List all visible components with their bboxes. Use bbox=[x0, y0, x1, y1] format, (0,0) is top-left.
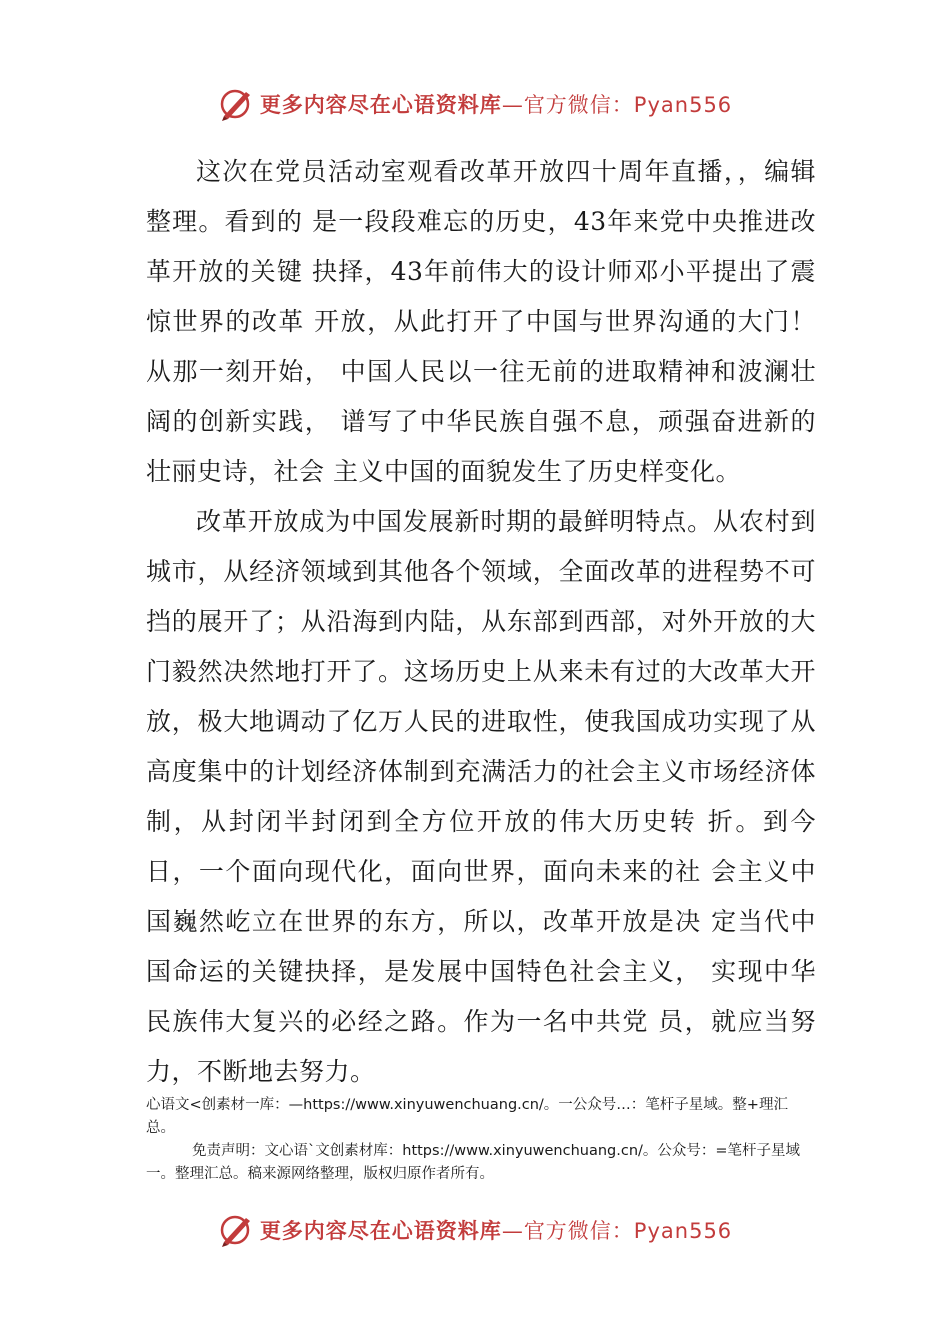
source-note: 心语文<创素材一库：—https://www.xinyuwenchuang.cn/。一公众号…：笔杆子星域。整+理汇总。 bbox=[146, 1097, 788, 1136]
pen-logo-icon bbox=[218, 86, 254, 122]
header-banner-text: 更多内容尽在心语资料库—官方微信：Pyan556 bbox=[259, 93, 733, 117]
pen-logo-icon bbox=[218, 1212, 254, 1248]
article-body bbox=[146, 147, 816, 1097]
footer-banner-text: 更多内容尽在心语资料库—官方微信：Pyan556 bbox=[259, 1219, 733, 1243]
header-banner bbox=[0, 84, 950, 124]
disclaimer-note: 免责声明：文心语`文创素材库：https://www.xinyuwenchuang.cn/。公众号：=笔杆子星域一。整理汇总。稿来源网络整理，版权归原作者所有。 bbox=[146, 1143, 801, 1182]
paragraph-2: 改革开放成为中国发展新时期的最鲜明特点。从农村到城市，从经济领域到其他各个领域，全面改革的进程势不可挡的展开了；从沿海到内陆，从东部到西部，对外开放的大门毅然决然地打开了。这场历史上从来未有过的大改革大开放，极大地调动了亿万人民的进取性，使我国成功实现了从高度集中的计划经济体制到充满活力的社会主义市场经济体制，从封闭半封闭到全方位开放的伟大历史转 折。到今日，一个面向现代化，面向世界，面向未来的社 会主义中国巍然屹立在世界的东方，所以，改革开放是决 定当代中国命运的关键抉择，是发展中国特色社会主义， 实现中华民族伟大复兴的必经之路。作为一名中共党 员，就应当努力，不断地去努力。 bbox=[146, 507, 816, 1086]
footer-banner bbox=[0, 1210, 950, 1250]
source-notes bbox=[146, 1094, 811, 1186]
paragraph-1: 这次在党员活动室观看改革开放四十周年直播，，编辑整理。看到的 是一段段难忘的历史，43年来党中央推进改革开放的关键 抉择，43年前伟大的设计师邓小平提出了震惊世界的改革 开放，从此打开了中国与世界沟通的大门！从那一刻开始， 中国人民以一往无前的进取精神和波澜壮阔的创新实践， 谱写了中华民族自强不息，顽强奋进新的壮丽史诗，社会 主义中国的面貌发生了历史样变化。 bbox=[146, 157, 816, 486]
